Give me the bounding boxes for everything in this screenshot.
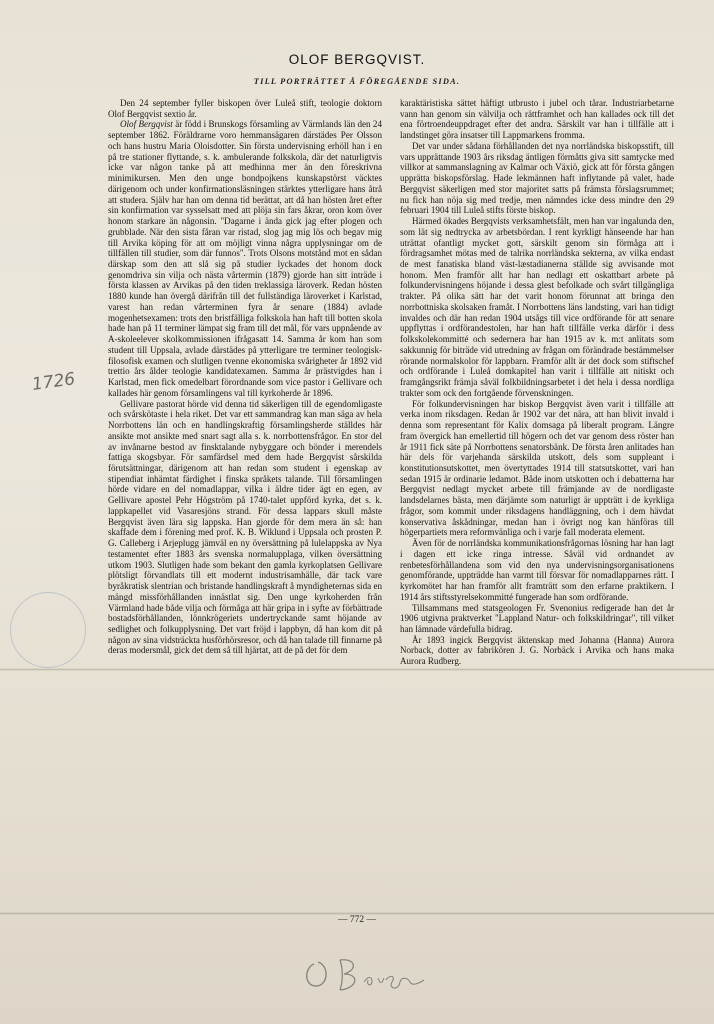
paragraph: Härmed ökades Bergqvists verksamhetsfält, men han var ingalunda den, som lät sig nedtrycka av arbetsbördan. I rent kyrkligt hänseende har han uträttat ofantligt mycket gott, särskilt genom sin förmåga att i fördragsamhet mötas med de talrika norrländska sekterna, av vilka endast de mest fanatiska bland väst-læstadianerna ställde sig avvisande mot honom. Men framför allt har han nedlagt ett oskattbart arbete på folkundervisningens höjande i dessa glest befolkade och svårt tillgängliga trakter. På olika sätt har det varit honom förunnat att bringa den norrbottniska skolsaken framåt. I Norrbottens läns landsting, vari han tidigt invaldes och där han redan 1904 utsågs till vice ordförande för att senare uppflyttas i ordförandestolen, har han haft tillfälle verka därför i dess folkskolekommitté och sedernera har han 1915 av k. m:t anlitats som sakkunnig för biträde vid utredning av frågan om förändrade bestämmelser rörande normalskolor för lappbarn. Framför allt är det dock som stiftschef och ordförande i Luleå domkapitel han varit i tillfälle att nitiskt och framgångsrikt främja såväl folkbildningsarbetet i det hela i dessa nordliga trakter som ock den fortgående förvenskningen.: [400, 216, 674, 398]
left-text-column: [108, 98, 382, 906]
handwritten-signature: [300, 952, 440, 996]
page-number: — 772 —: [338, 915, 376, 925]
paragraph: karaktäristiska sättet häftigt utbrusto i jubel och tårar. Industriarbetarne vann han genom sin välvilja och rättframhet och han kallades ock till det ena förtroendeuppdraget efter det andra. Särskilt var han i tillfälle att i landstinget göra insatser till Lappmarkens fromma.: [400, 98, 674, 141]
article-subtitle: TILL PORTRÄTTET Å FÖREGÅENDE SIDA.: [253, 77, 461, 86]
paragraph: Även för de norrländska kommunikationsfrågornas lösning har han lagt i dagen ett icke ringa intresse. Såväl vid ordnandet av renbetesförhållandena som vid den nya undervisningsorganisationens genomförande, uppträdde han varmt till försvar för nomadlapparnes rätt. I kyrkomötet har han framför allt framträtt som den erfarne praktikern. I 1914 års stiftsstyrelsekommitté fungerade han som ordförande.: [400, 538, 674, 602]
paragraph: Tillsammans med statsgeologen Fr. Svenonius redigerade han det år 1906 utgivna praktverket "Lappland Natur- och folkskildringar", till vilket han lämnade värdefulla bidrag.: [400, 602, 674, 634]
paragraph: Olof Bergqvist är född i Brunskogs församling av Värmlands län den 24 september 1862. Föräldrarne voro hemmansägaren därstädes Per Olsson och hans hustru Maria Oloisdotter. Sin första undervisning erhöll han i en på tre stationer flyttande, s. k. ambulerande folkskola, där det naturligtvis icke var någon tanke på att medhinna mer än den föreskrivna minimikursen. Men den unge bondpojkens kunskapstörst väcktes därigenom och under konfirmationsläsningen stärktes ytterligare hans åtrå att studera. Själv har han om denna tid berättat, att då han hösten året efter sin konfirmation var sysselsatt med att plöja sin fars åkrar, oron kom över honom starkare än någonsin. "Dagarne i ända gick jag efter plogen och grubblade. När den sista fåran var ristad, slog jag mig lös och begav mig till Arvika köping för att om möjligt vinna några upplysningar om de tillfällen till studier, som där funnos". Trots Olsons motstånd mot en sådan därskap som den att slå sig på studier lyckades det honom dock genomdriva sin vilja och nästa vårtermin (1879) gjorde han sitt inträde i första klassen av Arvikas på den tiden treklassiga läroverk. Redan hösten 1880 kunde han övergå därifrån till det fullständiga läroverket i Karlstad, varest han redan vårterminen fyra år senare (1884) avlade mogenhetsexamen: trots den bristfälliga folkskola han haft till botten skola hade han på 11 terminer lämpat sig fram till det mål, för vars uppnående av A-skoleelever skolkommissionen ifrågasatt 14. Samma år kom han som student till Uppsala, avlade därstädes på ytterligare tre terminer teologisk-filosofisk examen och slutligen tvenne ekonomiska svårigheter år 1892 vid trettio års ålder teologie kandidatexamen. Samma år prästvigdes han i Karlstad, men fick omedelbart förordnande som vice pastor i Gellivare och kallades här genom församlingens val till kyrkoherde år 1896.: [108, 119, 382, 398]
right-text-column: [400, 98, 674, 906]
handwritten-margin-note: 1726: [30, 369, 77, 395]
article-title: OLOF BERGQVIST.: [288, 52, 426, 67]
paragraph: År 1893 ingick Bergqvist äktenskap med Johanna (Hanna) Aurora Norback, dotter av fabrikören J. G. Norbäck i Arvika och hans maka Aurora Rudberg.: [400, 634, 674, 667]
faded-stamp-circle: [10, 592, 86, 668]
paragraph: För folkundervisningen har biskop Bergqvist även varit i tillfälle att verka inom riksdagen. Redan år 1902 var det nära, att han blivit invald i denna som representant för Kalix domsaga på liberalt program. Längre fram övergick han emellertid till högern och det var genom dess röster han år 1911 fick säte på Norrbottens senatorsbänk. De första åren anlitades han här dels för varjehanda särskilda utskott, dels som suppleant i konstitutionsutskottet, men övertyttades 1914 till statsutskottet, vari han sedan 1915 är ordinarie ledamot. Både inom utskotten och i debatterna har Bergqvist nedlagt mycket arbete till främjande av de nordligaste landsdelarnes bästa, men därjämte som naturligt är uppträtt i de kyrkliga frågor, som kommit under riksdagens handläggning, och i dem hävdat konservativa åskådningar, medan han i övrigt nog kan hänföras till högerpartiets mera reformvänliga och i varje fall moderata element.: [400, 398, 674, 538]
paragraph: Gellivare pastorat hörde vid denna tid säkerligen till de egendomligaste och svårskötaste i hela riket. Det var ett sammandrag kan man säga av hela Norrbottens län och en handlingskraftig församlingsherde ställdes här ansikte mot ansikte med snart sagt alla s. k. norrbottensfrågor. En stor del av invånarne bestod av finsktalande nybyggare och bönder i merendels fattiga skogsbyar. För samfärdsel med dem hade Bergqvist sårskilda förutsättningar, därigenom att han redan som student i egenskap av stipendiat inhämtat färdighet i finska språkets talande. Till församlingen hörde vidare en del nomadlappar, vilka i äldre tider ägt en egen, av Gellivare apostel Pehr Högström på 1740-talet uppförd kyrka, det s. k. lappkapellet vid Vasaresjöns strand. För dessa lappars skull måste Bergqvist även lära sig lappska. Han gjorde för dem mera än så: han skaffade dem i förening med prof. K. B. Wiklund i Uppsala och prosten P. G. Calleberg i Arjeplugg jämväl en ny översättning på lulelappska av Nya testamentet efter 1883 års svenska normalupplaga, vilken översättning utkom 1903. Slutligen hade som bekant den gamla kyrkoplatsen Gellivare plötsligt förvandlats till ett modernt industrisamhälle, där tack vare byråkratisk slentrian och bristande handlingskraft å myndigheternas sida en mängd missförhållanden innästlat sig. Den unge kyrkoherden från Värmland hade både vilja och förmåga att här gripa in i syfte av förbättrade bostadsförhållanden, lönnkrögeriets undertryckande samt höjande av sedlighet och folkupplysning. Det vart fröjd i lappbyn, då han kom dit på någon av sina vidsträckta husförhörsresor, och då han talade till finnarne på deras modersmål, gick det dem så till hjärtat, att de på det för dem: [108, 398, 382, 656]
paragraph: Det var under sådana förhållanden det nya norrländska biskopsstift, till vars upprättande 1903 års riksdag äntligen förmåtts giva sitt samtycke med villkor at sammanslagning av Kalmar och Växiö, gick att för första gången upprätta biskopsförslag. Hade lekmännen haft inflytande på valet, hade Bergqvist säkerligen med stor majoritet satts på främsta förslagsrummet; nu fick han nöja sig med tredje, men nämndes icke dess mindre den 29 februari 1904 till Luleå stifts förste biskop.: [400, 140, 674, 216]
paragraph: Den 24 september fyller biskopen över Luleå stift, teologie doktorn Olof Bergqvist sextio år.: [108, 98, 382, 119]
